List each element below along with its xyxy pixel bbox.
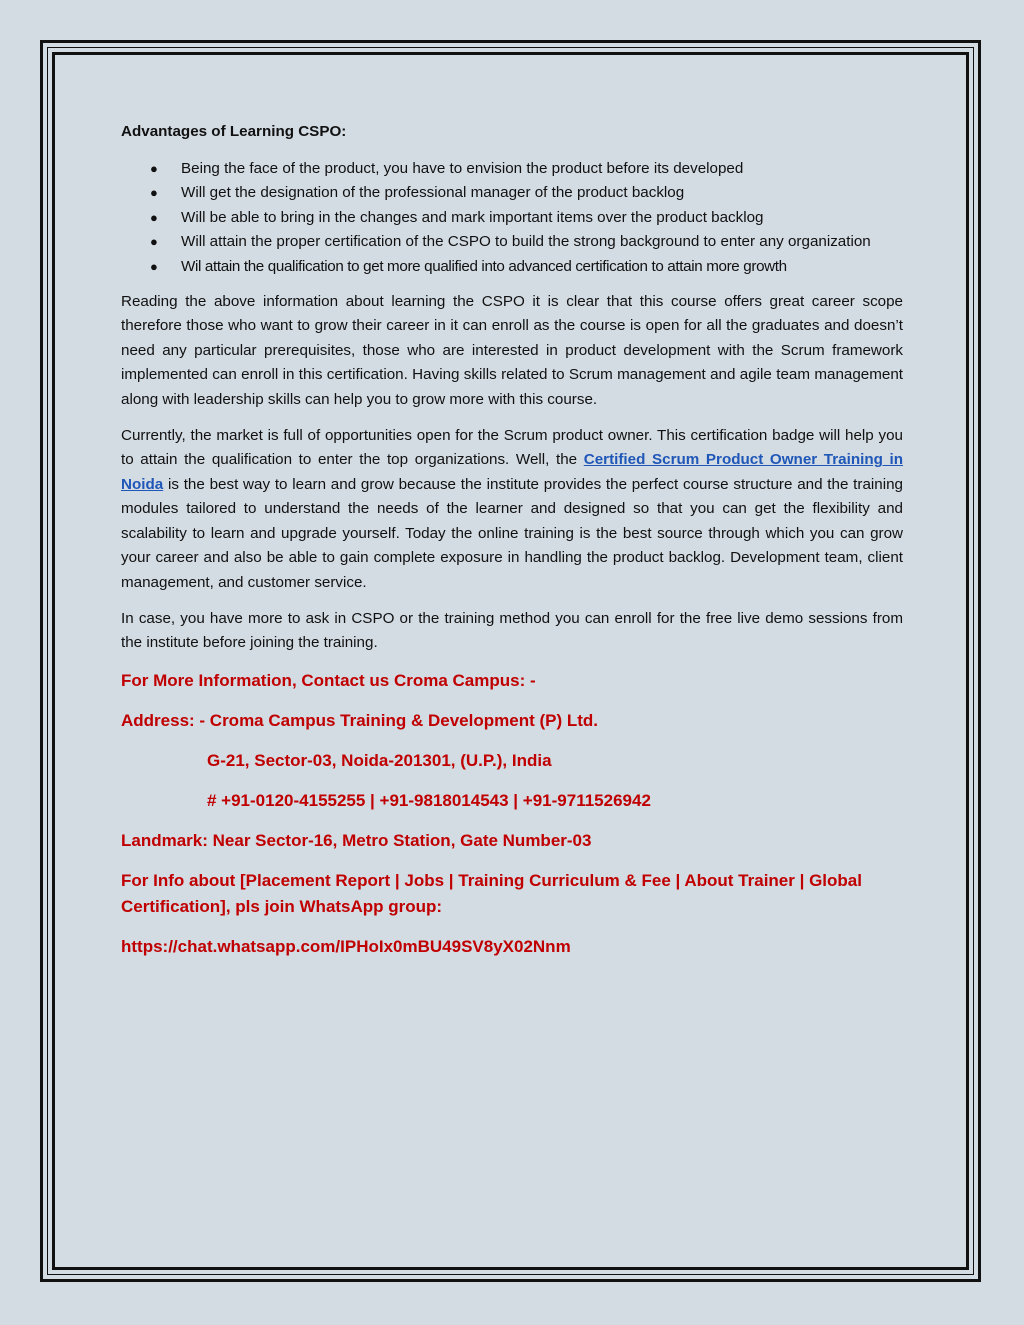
paragraph-career-scope: Reading the above information about learning the CSPO it is clear that this course offers great career scope therefore those who want to grow their career in it can enroll as the course is open for all the graduates and doesn’t need any particular prerequisites, those who are interested in product development with the Scrum framework implemented can enroll in this certification. Having skills related to Scrum management and agile team management along with leadership skills can help you to grow more with this course.	[121, 293, 903, 408]
advantages-heading: Advantages of Learning CSPO:	[121, 123, 347, 140]
contact-address: Address: - Croma Campus Training & Development (P) Ltd.	[121, 710, 599, 730]
contact-phones: # +91-0120-4155255 | +91-9818014543 | +91-9711526942	[207, 790, 651, 810]
whatsapp-link[interactable]: https://chat.whatsapp.com/IPHoIx0mBU49SV8yX02Nnm	[121, 936, 571, 956]
list-item: ● Wil attain the qualification to get more qualified into advanced certification to attain more growth	[121, 255, 903, 279]
list-item: ● Will get the designation of the professional manager of the product backlog	[121, 181, 903, 205]
bullet-icon: ●	[150, 209, 158, 225]
list-item: ● Will be able to bring in the changes and mark important items over the product backlog	[121, 206, 903, 230]
cspo-training-link[interactable]: Certified Scrum Product Owner Training in Noida	[121, 451, 903, 493]
list-item: ● Being the face of the product, you have to envision the product before its developed	[121, 157, 903, 181]
bullet-icon: ●	[150, 258, 158, 274]
list-item: ● Will attain the proper certification of the CSPO to build the strong background to enter any organization	[121, 230, 903, 254]
paragraph-opportunities: Currently, the market is full of opportunities open for the Scrum product owner. This certification badge will help you to attain the qualification to enter the top organizations. Well, the Certified Scrum Product Owner Training in Noida is the best way to learn and grow because the institute provides the perfect course structure and the training modules tailored to understand the needs of the learner and designed so that you can get the flexibility and scalability to learn and upgrade yourself. Today the online training is the best source through which you can grow your career and also be able to gain complete exposure in handling the product backlog. Development team, client management, and customer service.	[121, 427, 903, 591]
document-content	[121, 120, 903, 974]
bullet-icon: ●	[150, 161, 158, 176]
contact-info: For Info about [Placement Report | Jobs | Training Curriculum & Fee | About Trainer | Global Certification], pls join WhatsApp group:	[121, 870, 862, 916]
paragraph-demo-sessions: In case, you have more to ask in CSPO or the training method you can enroll for the free live demo sessions from the institute before joining the training.	[121, 609, 903, 652]
bullet-icon: ●	[150, 234, 158, 250]
contact-address-line2: G-21, Sector-03, Noida-201301, (U.P.), India	[207, 750, 552, 770]
contact-landmark: Landmark: Near Sector-16, Metro Station, Gate Number-03	[121, 830, 592, 850]
contact-block	[121, 668, 903, 960]
contact-heading: For More Information, Contact us Croma Campus: -	[121, 670, 536, 690]
bullet-icon: ●	[150, 185, 158, 201]
advantages-list	[121, 157, 903, 279]
